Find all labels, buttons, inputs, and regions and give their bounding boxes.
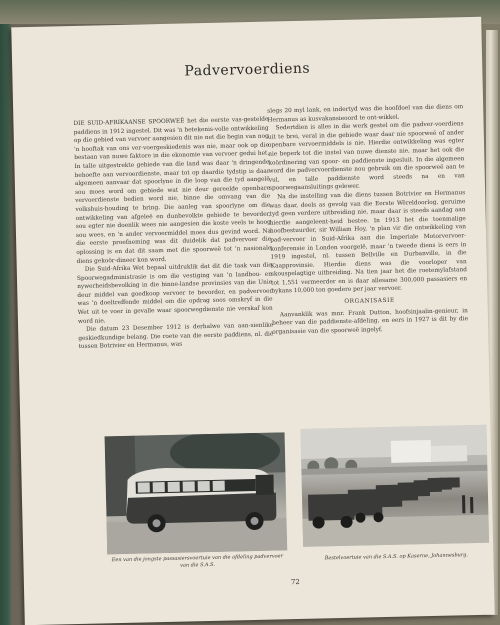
- right-text-column: [267, 103, 468, 337]
- paragraph: Aanvanklik was mnr. Frank Dutton, hoofsinjaalin-genieur, in beheer van die paddienste-afdeling, en eers in 1927 is dit by die organisasie van die spoorweë ingelyf.: [272, 307, 469, 336]
- paragraph: Sedertdien is alles in die werk gestel om die padver-voerdiens uit te brei, veral in die gebiede waar daar nie spoorweë of ander openbare vervoermiddels is nie. Hierdie ontwikkeling was egter nie beperk tot die instel van nuwe dienste nie, maar het ook die koördinering van spoor- en paddienste ingesluit. In die algemeen word die padvervoerdienste nou gebruik om die spoorweë aan te vul, en talle paddienste word steeds na en van spoorwegaansluitings gelewer.: [267, 121, 465, 192]
- paragraph: Die Suid-Afrika Wet bepaal uitdruklik dat dit die taak van die Spoorwegadministrasie is om die vestiging van 'n landbou- en nywerheidsbevolking in die binne-landse provinsies van die Unie deur middel van goedkoop vervoer te bevorder, en padvervoer was 'n doeltreffende middel om die opdrag soos omskryf in die Wet uit te voer in gevalle waar spoorwegdienste nie verskaf kon word nie.: [76, 262, 273, 325]
- paragraph: DIE SUID-AFRIKAANSE SPOORWEË het die eerste vas-gestelde paddiens in 1912 ingestel. Dit was 'n betekenis-volle ontwikkeling op die gebied van vervoer aangesien dit nie net die begin van nog 'n hooftak van ons ver-voergeskiedenis was nie, maar ook op die bestaan van nuwe faktore in die ekonomie van vervoer gedui het. In talle uitgestrekte gebiede van die land was daar 'n dringende behoefte aan vervoerdienste, maar tot op daardie tydstip is daar algemeen aanvaar dat spoorlyne in die loop van die tyd aangelê sou moes word om gebiede wat nie deur gereelde openbare vervoerdienste bedien word nie, binne die omvang van die volkshuis-houding te bring. Die aanleg van spoorlyne om die ontwikkeling van afgeleë en dunbevolkte gebiede te bevorder, sou egter nie doenlik wees nie aangesien die koste veels te hoog sou wees, en 'n ander vervoermiddel moes dus gevind word. Na die eerste proefneming was dit duidelik dat padvervoer die oplossing is en dat dit saam met die spoorweë tot 'n nasionale diens gekoör-dineer kon word.: [73, 116, 272, 265]
- book-page: [11, 17, 494, 625]
- paragraph: Na die instelling van die diens tussen Botrivier en Hermanus was daar, deels as gevolg van die Eerste Wêreldoorlog, geruime tyd geen verdere uitbreiding nie, maar daar is steeds aandag aan hierdie aangeleent-heid bestee. In 1913 het die toenmalige hoofbestuurder, sir William Hoy, 'n plan vir die ontwikkeling van pad-vervoer in Suid-Afrika aan die Imperiale Motorvervoer-konferensie in Londen voorgelê, maar 'n tweede diens is eers in 1919 ingestel, nl. tussen Bellville en Durbanville, in die Kaapprovinsie. Hierdie diens was die voorloper van skouspelagtige uitbreiding. Na tien jaar het die roetemylafstand tot 1,551 vermeerder en is daar allesame 300,000 passasiers en bykans 10,000 ton goedere per jaar vervoer.: [269, 190, 468, 296]
- photo-caption: Een van die jongste passasiersvoertuie van die afdeling padvervoer van die S.A.S.: [111, 553, 284, 569]
- page-title: Padvervoerdiens: [184, 60, 311, 80]
- bus-photo-illustration: [105, 432, 288, 554]
- page-number: 72: [290, 578, 300, 587]
- photo-caption: Bestelvoertuie van die S.A.S. op Kaserne, Johannesburg.: [324, 552, 469, 562]
- left-text-column: [73, 116, 273, 352]
- trucks-photo: [300, 425, 489, 547]
- section-heading: ORGANISASIE: [344, 297, 395, 305]
- trucks-photo-illustration: [300, 425, 489, 547]
- paragraph: slegs 20 myl lank, en indertyd was die hoofdoel van die diens om Hermanus as kusvakansieoord te ont-wikkel.: [267, 104, 464, 124]
- paragraph: Die datum 23 Desember 1912 is derhalwe van aan-sienlike geskiedkundige belang. Die roete van die eerste paddiens, nl. dié tussen Botrivier en Hermanus, was: [78, 322, 274, 351]
- bus-photo: [105, 432, 288, 554]
